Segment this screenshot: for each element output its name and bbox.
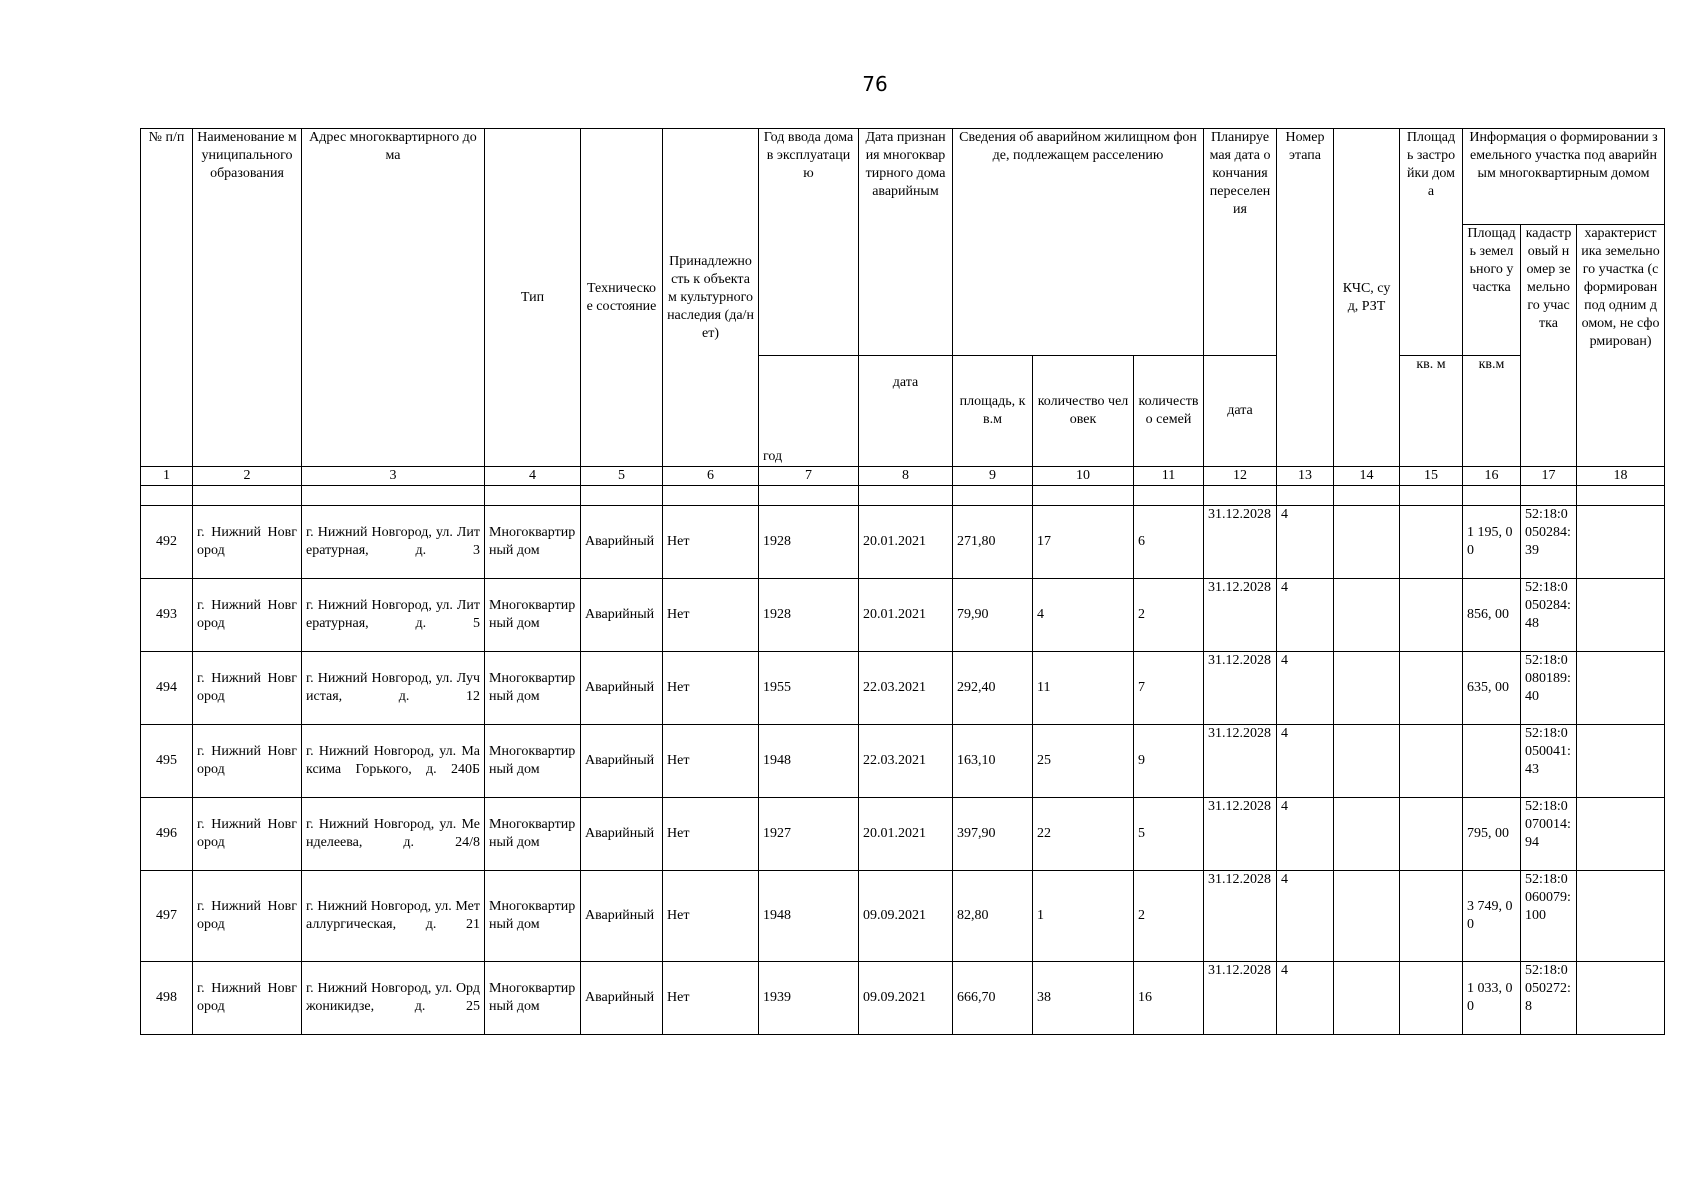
row-land-char	[1577, 871, 1665, 962]
row-land-area: 1 195, 00	[1463, 506, 1521, 579]
row-build-area	[1400, 725, 1463, 798]
row-address: г. Нижний Новгород, ул. Металлургическая, д. 21	[302, 871, 485, 962]
row-build-area	[1400, 962, 1463, 1035]
row-num: 493	[141, 579, 193, 652]
emergency-housing-table	[140, 128, 1665, 1035]
row-num: 494	[141, 652, 193, 725]
table-row	[141, 579, 1665, 652]
row-cadastral: 52:18:0060079:100	[1521, 871, 1577, 962]
column-numbers-row	[141, 467, 1665, 486]
row-state: Аварийный	[581, 652, 663, 725]
column-number: 14	[1334, 467, 1400, 486]
header-row-1	[141, 129, 1665, 225]
row-families: 5	[1134, 798, 1204, 871]
row-municipality: г. Нижний Новгород	[193, 506, 302, 579]
row-cadastral: 52:18:0050284:48	[1521, 579, 1577, 652]
row-heritage: Нет	[663, 579, 759, 652]
row-people: 25	[1033, 725, 1134, 798]
row-land-area: 1 033, 00	[1463, 962, 1521, 1035]
row-state: Аварийный	[581, 962, 663, 1035]
row-municipality: г. Нижний Новгород	[193, 579, 302, 652]
row-land-char	[1577, 725, 1665, 798]
column-number: 18	[1577, 467, 1665, 486]
column-number: 9	[953, 467, 1033, 486]
row-type: Многоквартирный дом	[485, 725, 581, 798]
row-address: г. Нижний Новгород, ул. Литературная, д. 5	[302, 579, 485, 652]
header-municipality: Наименование муниципального образования	[193, 129, 302, 467]
row-people: 38	[1033, 962, 1134, 1035]
page-number: 76	[862, 72, 888, 96]
row-families: 2	[1134, 871, 1204, 962]
row-address: г. Нижний Новгород, ул. Менделеева, д. 24/8	[302, 798, 485, 871]
row-planned-end: 31.12.2028	[1204, 798, 1277, 871]
row-planned-end: 31.12.2028	[1204, 652, 1277, 725]
row-num: 492	[141, 506, 193, 579]
row-kchs	[1334, 725, 1400, 798]
row-type: Многоквартирный дом	[485, 798, 581, 871]
row-area: 271,80	[953, 506, 1033, 579]
row-kchs	[1334, 579, 1400, 652]
row-date: 22.03.2021	[859, 725, 953, 798]
row-stage: 4	[1277, 652, 1334, 725]
row-state: Аварийный	[581, 506, 663, 579]
row-address: г. Нижний Новгород, ул. Орджоникидзе, д. 25	[302, 962, 485, 1035]
row-planned-end: 31.12.2028	[1204, 506, 1277, 579]
row-planned-end: 31.12.2028	[1204, 579, 1277, 652]
row-people: 22	[1033, 798, 1134, 871]
row-families: 7	[1134, 652, 1204, 725]
row-type: Многоквартирный дом	[485, 506, 581, 579]
row-municipality: г. Нижний Новгород	[193, 871, 302, 962]
row-land-area: 635, 00	[1463, 652, 1521, 725]
row-land-char	[1577, 506, 1665, 579]
row-type: Многоквартирный дом	[485, 871, 581, 962]
header-build-area-sub: кв. м	[1400, 356, 1463, 467]
row-date: 20.01.2021	[859, 579, 953, 652]
column-number: 12	[1204, 467, 1277, 486]
header-tech-state: Техническое состояние	[581, 129, 663, 467]
row-build-area	[1400, 871, 1463, 962]
row-year: 1928	[759, 506, 859, 579]
row-kchs	[1334, 871, 1400, 962]
header-year-sub: год	[759, 356, 859, 467]
header-cadastral: кадастровый номер земельного участка	[1521, 225, 1577, 467]
header-land-char: характеристика земельного участка (сформирован под одним домом, не сформирован)	[1577, 225, 1665, 467]
header-land-area: Площадь земельного участка	[1463, 225, 1521, 356]
header-num: № п/п	[141, 129, 193, 467]
row-land-area: 856, 00	[1463, 579, 1521, 652]
row-date: 20.01.2021	[859, 798, 953, 871]
row-build-area	[1400, 579, 1463, 652]
row-cadastral: 52:18:0080189:40	[1521, 652, 1577, 725]
header-recognition-sub: дата	[859, 356, 953, 467]
column-number: 4	[485, 467, 581, 486]
row-land-char	[1577, 652, 1665, 725]
column-number: 5	[581, 467, 663, 486]
row-people: 4	[1033, 579, 1134, 652]
column-number: 10	[1033, 467, 1134, 486]
row-municipality: г. Нижний Новгород	[193, 798, 302, 871]
row-cadastral: 52:18:0050041:43	[1521, 725, 1577, 798]
row-land-char	[1577, 798, 1665, 871]
row-area: 79,90	[953, 579, 1033, 652]
row-area: 397,90	[953, 798, 1033, 871]
row-build-area	[1400, 506, 1463, 579]
row-families: 9	[1134, 725, 1204, 798]
row-kchs	[1334, 652, 1400, 725]
header-planned-end: Планируемая дата окончания переселения	[1204, 129, 1277, 356]
row-municipality: г. Нижний Новгород	[193, 962, 302, 1035]
header-kchs: КЧС, суд, РЗТ	[1334, 129, 1400, 467]
row-heritage: Нет	[663, 798, 759, 871]
header-year: Год ввода дома в эксплуатацию	[759, 129, 859, 356]
row-stage: 4	[1277, 506, 1334, 579]
row-num: 498	[141, 962, 193, 1035]
row-kchs	[1334, 798, 1400, 871]
header-recognition-date: Дата признания многоквартирного дома аварийным	[859, 129, 953, 356]
row-build-area	[1400, 652, 1463, 725]
column-number: 16	[1463, 467, 1521, 486]
row-families: 2	[1134, 579, 1204, 652]
header-stage: Номер этапа	[1277, 129, 1334, 467]
row-area: 292,40	[953, 652, 1033, 725]
row-num: 496	[141, 798, 193, 871]
table-row	[141, 506, 1665, 579]
row-cadastral: 52:18:0070014:94	[1521, 798, 1577, 871]
column-number: 3	[302, 467, 485, 486]
column-number: 1	[141, 467, 193, 486]
table-row	[141, 652, 1665, 725]
column-number: 15	[1400, 467, 1463, 486]
header-area: площадь, кв.м	[953, 356, 1033, 467]
header-people: количество человек	[1033, 356, 1134, 467]
row-heritage: Нет	[663, 506, 759, 579]
row-heritage: Нет	[663, 652, 759, 725]
row-num: 497	[141, 871, 193, 962]
row-land-area: 795, 00	[1463, 798, 1521, 871]
row-planned-end: 31.12.2028	[1204, 962, 1277, 1035]
row-land-area	[1463, 725, 1521, 798]
row-area: 82,80	[953, 871, 1033, 962]
row-heritage: Нет	[663, 871, 759, 962]
header-emergency-fund: Сведения об аварийном жилищном фонде, подлежащем расселению	[953, 129, 1204, 356]
row-date: 09.09.2021	[859, 962, 953, 1035]
row-people: 17	[1033, 506, 1134, 579]
row-stage: 4	[1277, 798, 1334, 871]
column-number: 2	[193, 467, 302, 486]
row-stage: 4	[1277, 962, 1334, 1035]
header-type: Тип	[485, 129, 581, 467]
row-cadastral: 52:18:0050284:39	[1521, 506, 1577, 579]
header-build-area: Площадь застройки дома	[1400, 129, 1463, 356]
row-year: 1955	[759, 652, 859, 725]
column-number: 11	[1134, 467, 1204, 486]
row-heritage: Нет	[663, 962, 759, 1035]
header-address: Адрес многоквартирного дома	[302, 129, 485, 467]
table-row	[141, 725, 1665, 798]
header-families: количество семей	[1134, 356, 1204, 467]
row-address: г. Нижний Новгород, ул. Максима Горького, д. 240Б	[302, 725, 485, 798]
row-area: 666,70	[953, 962, 1033, 1035]
row-area: 163,10	[953, 725, 1033, 798]
spacer-row	[141, 486, 1665, 506]
row-year: 1939	[759, 962, 859, 1035]
row-state: Аварийный	[581, 725, 663, 798]
row-num: 495	[141, 725, 193, 798]
row-planned-end: 31.12.2028	[1204, 871, 1277, 962]
row-date: 20.01.2021	[859, 506, 953, 579]
header-planned-end-sub: дата	[1204, 356, 1277, 467]
row-land-char	[1577, 962, 1665, 1035]
table-row	[141, 871, 1665, 962]
row-stage: 4	[1277, 725, 1334, 798]
row-build-area	[1400, 798, 1463, 871]
row-families: 6	[1134, 506, 1204, 579]
row-stage: 4	[1277, 871, 1334, 962]
row-kchs	[1334, 506, 1400, 579]
row-municipality: г. Нижний Новгород	[193, 652, 302, 725]
row-state: Аварийный	[581, 798, 663, 871]
column-number: 7	[759, 467, 859, 486]
row-year: 1927	[759, 798, 859, 871]
column-number: 6	[663, 467, 759, 486]
row-land-area: 3 749, 00	[1463, 871, 1521, 962]
row-kchs	[1334, 962, 1400, 1035]
row-people: 11	[1033, 652, 1134, 725]
row-address: г. Нижний Новгород, ул. Лучистая, д. 12	[302, 652, 485, 725]
row-cadastral: 52:18:0050272:8	[1521, 962, 1577, 1035]
row-families: 16	[1134, 962, 1204, 1035]
row-date: 22.03.2021	[859, 652, 953, 725]
row-people: 1	[1033, 871, 1134, 962]
row-state: Аварийный	[581, 871, 663, 962]
row-planned-end: 31.12.2028	[1204, 725, 1277, 798]
row-heritage: Нет	[663, 725, 759, 798]
column-number: 8	[859, 467, 953, 486]
row-type: Многоквартирный дом	[485, 962, 581, 1035]
row-state: Аварийный	[581, 579, 663, 652]
row-date: 09.09.2021	[859, 871, 953, 962]
table-row	[141, 962, 1665, 1035]
row-type: Многоквартирный дом	[485, 579, 581, 652]
column-number: 17	[1521, 467, 1577, 486]
header-land-info: Информация о формировании земельного участка под аварийным многоквартирным домом	[1463, 129, 1665, 225]
header-heritage: Принадлежность к объектам культурного наследия (да/нет)	[663, 129, 759, 467]
row-stage: 4	[1277, 579, 1334, 652]
row-type: Многоквартирный дом	[485, 652, 581, 725]
row-year: 1928	[759, 579, 859, 652]
row-year: 1948	[759, 725, 859, 798]
row-address: г. Нижний Новгород, ул. Литературная, д. 3	[302, 506, 485, 579]
column-number: 13	[1277, 467, 1334, 486]
row-municipality: г. Нижний Новгород	[193, 725, 302, 798]
header-land-area-sub: кв.м	[1463, 356, 1521, 467]
row-year: 1948	[759, 871, 859, 962]
row-land-char	[1577, 579, 1665, 652]
table-row	[141, 798, 1665, 871]
